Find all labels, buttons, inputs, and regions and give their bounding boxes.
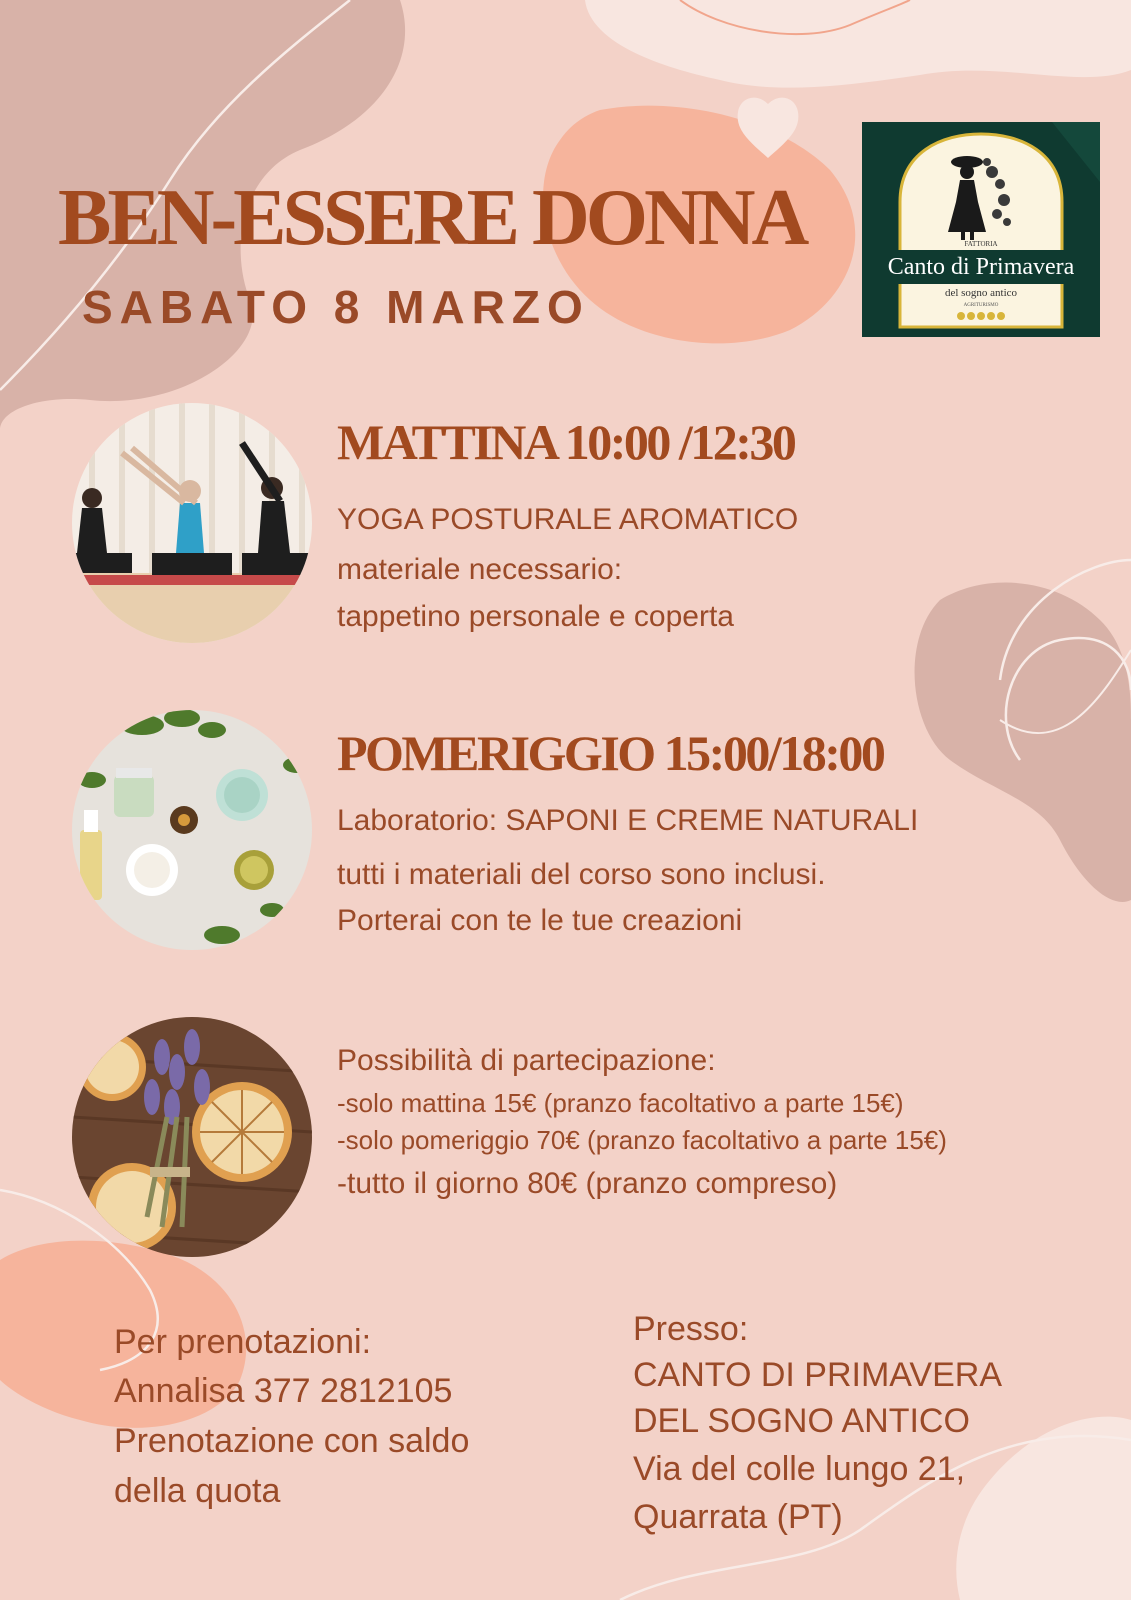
afternoon-activity: Laboratorio: SAPONI E CREME NATURALI [337,804,919,837]
farm-logo [862,122,1100,337]
location-name-1: CANTO DI PRIMAVERA [633,1356,1003,1394]
logo-subtitle: del sogno antico [944,287,1018,299]
morning-line-2: tappetino personale e coperta [337,600,734,633]
afternoon-line-2: Porterai con te le tue creazioni [337,904,743,937]
booking-phone: Annalisa 377 2812105 [114,1372,453,1410]
participation-option: -tutto il giorno 80€ (pranzo compreso) [337,1167,838,1200]
location-label: Presso: [633,1310,749,1348]
morning-heading: MATTINA 10:00 /12:30 [337,414,795,470]
location-address: Via del colle lungo 21, [633,1450,966,1488]
location-city: Quarrata (PT) [633,1498,843,1536]
location-name-2: DEL SOGNO ANTICO [633,1402,970,1440]
logo-name: Canto di Primavera [887,254,1075,280]
booking-label: Per prenotazioni: [114,1323,372,1361]
participation-heading: Possibilità di partecipazione: [337,1044,716,1077]
cosmetics-photo [72,710,312,950]
afternoon-heading: POMERIGGIO 15:00/18:00 [337,725,884,781]
booking-note-2: della quota [114,1472,281,1510]
morning-activity: YOGA POSTURALE AROMATICO [337,503,799,536]
booking-note-1: Prenotazione con saldo [114,1422,470,1460]
yoga-photo [72,403,312,643]
lavender-photo [72,1017,312,1257]
participation-option: -solo pomeriggio 70€ (pranzo facoltativo a parte 15€) [337,1125,947,1155]
logo-tiny-text: AGRITURISMO [963,303,999,308]
event-date: SABATO 8 MARZO [82,281,590,333]
morning-line-1: materiale necessario: [337,553,623,586]
afternoon-line-1: tutti i materiali del corso sono inclusi. [337,858,826,891]
participation-option: -solo mattina 15€ (pranzo facoltativo a parte 15€) [337,1088,904,1118]
logo-top-text: FATTORIA [964,240,998,248]
event-title: BEN-ESSERE DONNA [58,174,806,262]
